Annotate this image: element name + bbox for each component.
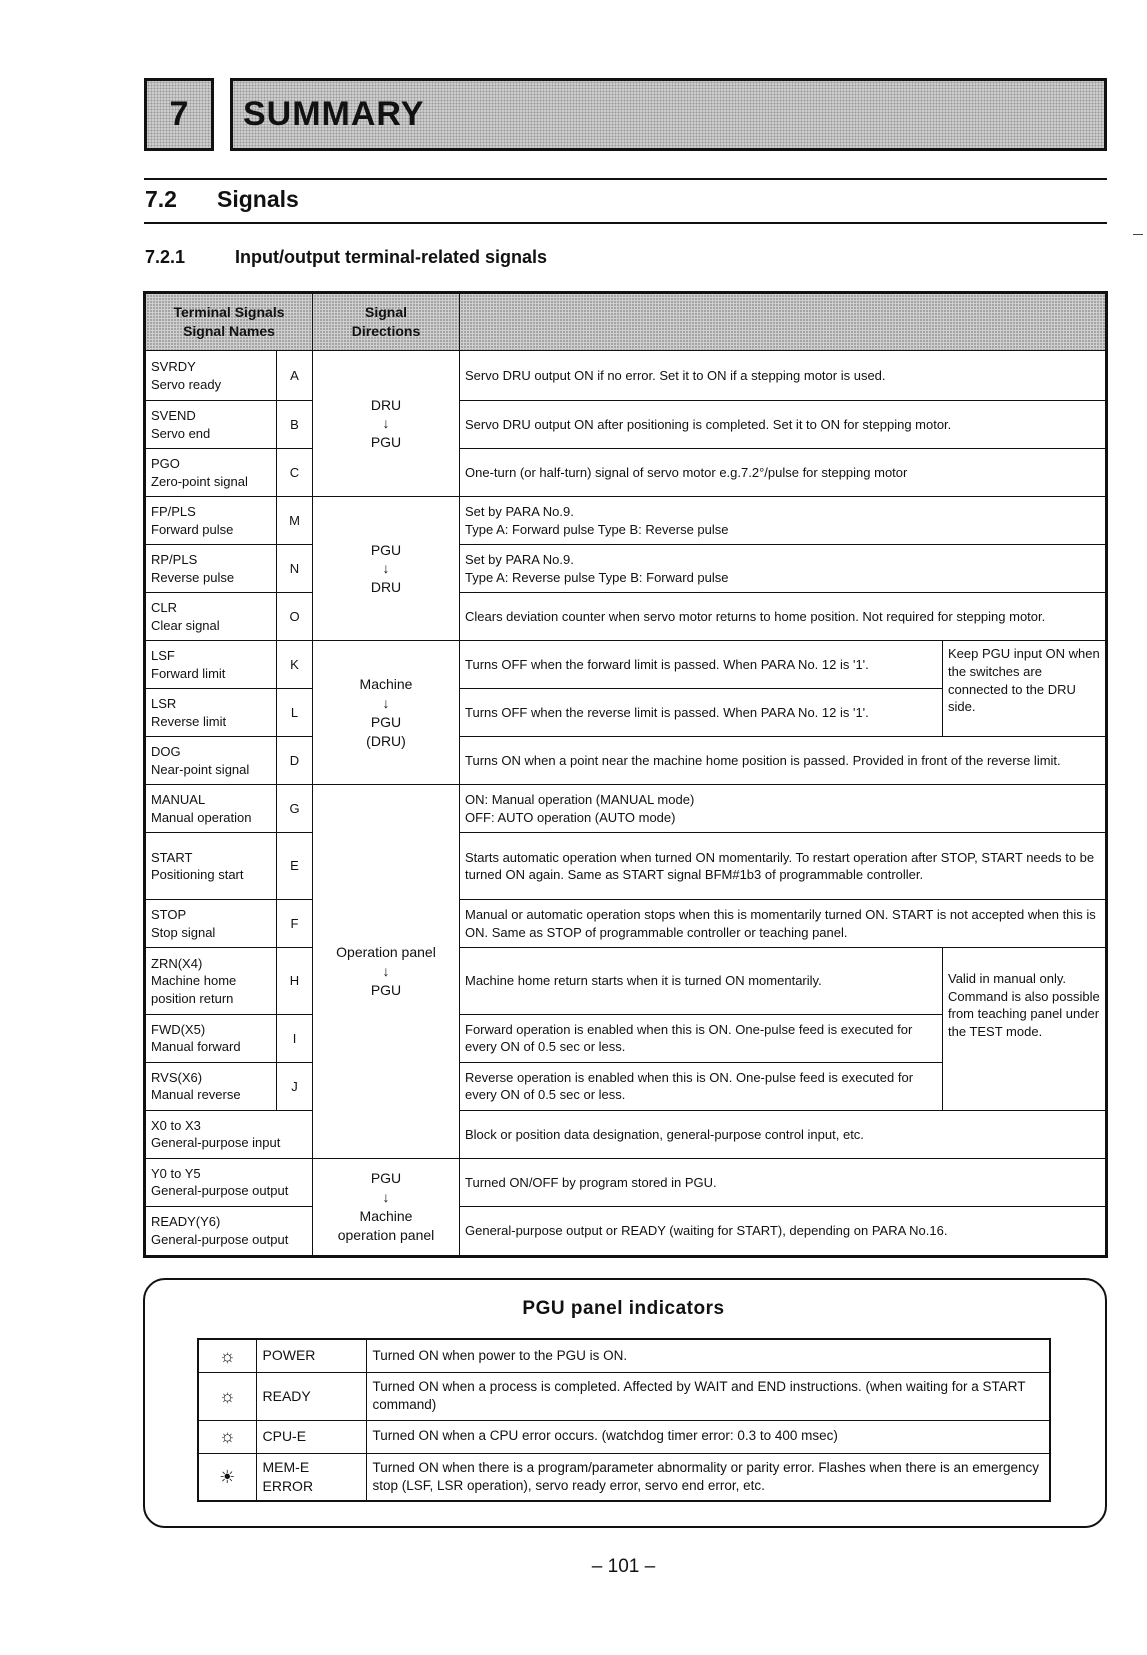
signal-name: MANUAL Manual operation (145, 785, 277, 833)
signal-name: LSR Reverse limit (145, 689, 277, 737)
signal-description: Turns OFF when the forward limit is passed. When PARA No. 12 is '1'. (460, 641, 943, 689)
signal-name: START Positioning start (145, 833, 277, 900)
pgu-panel-title: PGU panel indicators (522, 1298, 725, 1319)
chapter-title: SUMMARY (243, 95, 425, 133)
indicator-row (198, 1420, 1050, 1453)
terminal-letter: M (277, 497, 313, 545)
terminal-letter: I (277, 1014, 313, 1062)
signal-name: RP/PLS Reverse pulse (145, 545, 277, 593)
signal-description: ON: Manual operation (MANUAL mode) OFF: AUTO operation (AUTO mode) (460, 785, 1107, 833)
subsection-heading (145, 247, 547, 268)
table-row (145, 641, 1107, 689)
terminal-letter: B (277, 401, 313, 449)
signal-description: Machine home return starts when it is turned ON momentarily. (460, 948, 943, 1015)
signal-description: Starts automatic operation when turned ON momentarily. To restart operation after STOP, START needs to be turned ON again. Same as START signal BFM#1b3 of programmable controller. (460, 833, 1107, 900)
terminal-letter: D (277, 737, 313, 785)
signals-table (143, 291, 1108, 1258)
terminal-letter: N (277, 545, 313, 593)
terminal-letter: J (277, 1062, 313, 1110)
signal-name: FWD(X5) Manual forward (145, 1014, 277, 1062)
signal-name: READY(Y6) General-purpose output (145, 1206, 313, 1256)
signal-description: Turns ON when a point near the machine home position is passed. Provided in front of the reverse limit. (460, 737, 1107, 785)
signal-description: Manual or automatic operation stops when this is momentarily turned ON. START is not accepted when this is ON. Same as STOP of programmable controller or teaching panel. (460, 900, 1107, 948)
signal-direction: PGU ↓ DRU (313, 497, 460, 641)
chapter-title-box (230, 78, 1107, 151)
signal-direction: Operation panel ↓ PGU (313, 785, 460, 1158)
table-row (145, 593, 1107, 641)
signal-description: Turns OFF when the reverse limit is passed. When PARA No. 12 is '1'. (460, 689, 943, 737)
table-row (145, 1110, 1107, 1158)
limit-note: Keep PGU input ON when the switches are connected to the DRU side. (943, 641, 1107, 737)
signal-name: SVEND Servo end (145, 401, 277, 449)
section-number: 7.2 (145, 186, 177, 212)
signal-direction: DRU ↓ PGU (313, 351, 460, 497)
signal-description: Servo DRU output ON after positioning is completed. Set it to ON for stepping motor. (460, 401, 1107, 449)
signal-name: LSF Forward limit (145, 641, 277, 689)
signal-description: Set by PARA No.9. Type A: Reverse pulse Type B: Forward pulse (460, 545, 1107, 593)
table-row (145, 401, 1107, 449)
divider (144, 178, 1107, 180)
signal-name: Y0 to Y5 General-purpose output (145, 1158, 313, 1206)
divider (144, 222, 1107, 224)
indicator-name: CPU-E (256, 1420, 366, 1453)
signal-description: Reverse operation is enabled when this is ON. One-pulse feed is executed for every ON of 0.5 sec or less. (460, 1062, 943, 1110)
terminal-letter: F (277, 900, 313, 948)
signal-name: ZRN(X4) Machine home position return (145, 948, 277, 1015)
indicator-name: POWER (256, 1339, 366, 1372)
terminal-letter: G (277, 785, 313, 833)
signal-name: FP/PLS Forward pulse (145, 497, 277, 545)
subsection-number: 7.2.1 (145, 247, 186, 267)
signal-description: Forward operation is enabled when this is ON. One-pulse feed is executed for every ON of 0.5 sec or less. (460, 1014, 943, 1062)
led-off-icon: ☼ (198, 1420, 256, 1453)
terminal-letter: C (277, 449, 313, 497)
edge-mark (1133, 234, 1143, 235)
header-signal-directions: Signal Directions (313, 293, 460, 351)
table-row (145, 1158, 1107, 1206)
table-row (145, 545, 1107, 593)
indicator-description: Turned ON when power to the PGU is ON. (366, 1339, 1050, 1372)
signal-name: X0 to X3 General-purpose input (145, 1110, 313, 1158)
terminal-letter: H (277, 948, 313, 1015)
terminal-letter: O (277, 593, 313, 641)
table-row (145, 833, 1107, 900)
table-row (145, 948, 1107, 1015)
indicator-name: READY (256, 1372, 366, 1420)
chapter-number: 7 (169, 95, 189, 133)
table-row (145, 737, 1107, 785)
indicator-row (198, 1339, 1050, 1372)
table-row (145, 1206, 1107, 1256)
terminal-letter: E (277, 833, 313, 900)
chapter-number-box (144, 78, 214, 151)
page-number: – 101 – (591, 1556, 656, 1577)
signal-direction: PGU ↓ Machine operation panel (313, 1158, 460, 1256)
manual-note: Valid in manual only. Command is also possible from teaching panel under the TEST mode. (943, 948, 1107, 1111)
table-row (145, 785, 1107, 833)
table-row (145, 900, 1107, 948)
indicator-description: Turned ON when there is a program/parameter abnormality or parity error. Flashes when there is an emergency stop (LSF, LSR operation), servo ready error, servo end error, etc. (366, 1453, 1050, 1501)
signal-description: Servo DRU output ON if no error. Set it to ON if a stepping motor is used. (460, 351, 1107, 401)
section-title: Signals (217, 186, 299, 212)
signal-description: General-purpose output or READY (waiting for START), depending on PARA No.16. (460, 1206, 1107, 1256)
signal-direction: Machine ↓ PGU (DRU) (313, 641, 460, 785)
subsection-title: Input/output terminal-related signals (235, 247, 548, 267)
indicator-description: Turned ON when a process is completed. Affected by WAIT and END instructions. (when waiting for a START command) (366, 1372, 1050, 1420)
signal-name: RVS(X6) Manual reverse (145, 1062, 277, 1110)
signal-description: Turned ON/OFF by program stored in PGU. (460, 1158, 1107, 1206)
indicator-name: MEM-E ERROR (256, 1453, 366, 1501)
signal-name: SVRDY Servo ready (145, 351, 277, 401)
table-row (145, 351, 1107, 401)
led-off-icon: ☼ (198, 1372, 256, 1420)
signal-name: CLR Clear signal (145, 593, 277, 641)
signal-name: DOG Near-point signal (145, 737, 277, 785)
indicator-description: Turned ON when a CPU error occurs. (watchdog timer error: 0.3 to 400 msec) (366, 1420, 1050, 1453)
signal-description: One-turn (or half-turn) signal of servo motor e.g.7.2°/pulse for stepping motor (460, 449, 1107, 497)
signal-name: PGO Zero-point signal (145, 449, 277, 497)
header-description (460, 293, 1107, 351)
terminal-letter: A (277, 351, 313, 401)
signal-description: Block or position data designation, general-purpose control input, etc. (460, 1110, 1107, 1158)
indicator-table (197, 1338, 1051, 1502)
terminal-letter: L (277, 689, 313, 737)
signal-name: STOP Stop signal (145, 900, 277, 948)
section-heading (145, 186, 299, 213)
signal-description: Set by PARA No.9. Type A: Forward pulse Type B: Reverse pulse (460, 497, 1107, 545)
table-row (145, 449, 1107, 497)
table-row (145, 497, 1107, 545)
indicator-row (198, 1453, 1050, 1501)
led-on-icon: ☀ (198, 1453, 256, 1501)
header-signal-names: Terminal Signals Signal Names (145, 293, 313, 351)
terminal-letter: K (277, 641, 313, 689)
signal-description: Clears deviation counter when servo motor returns to home position. Not required for stepping motor. (460, 593, 1107, 641)
indicator-row (198, 1372, 1050, 1420)
led-off-icon: ☼ (198, 1339, 256, 1372)
